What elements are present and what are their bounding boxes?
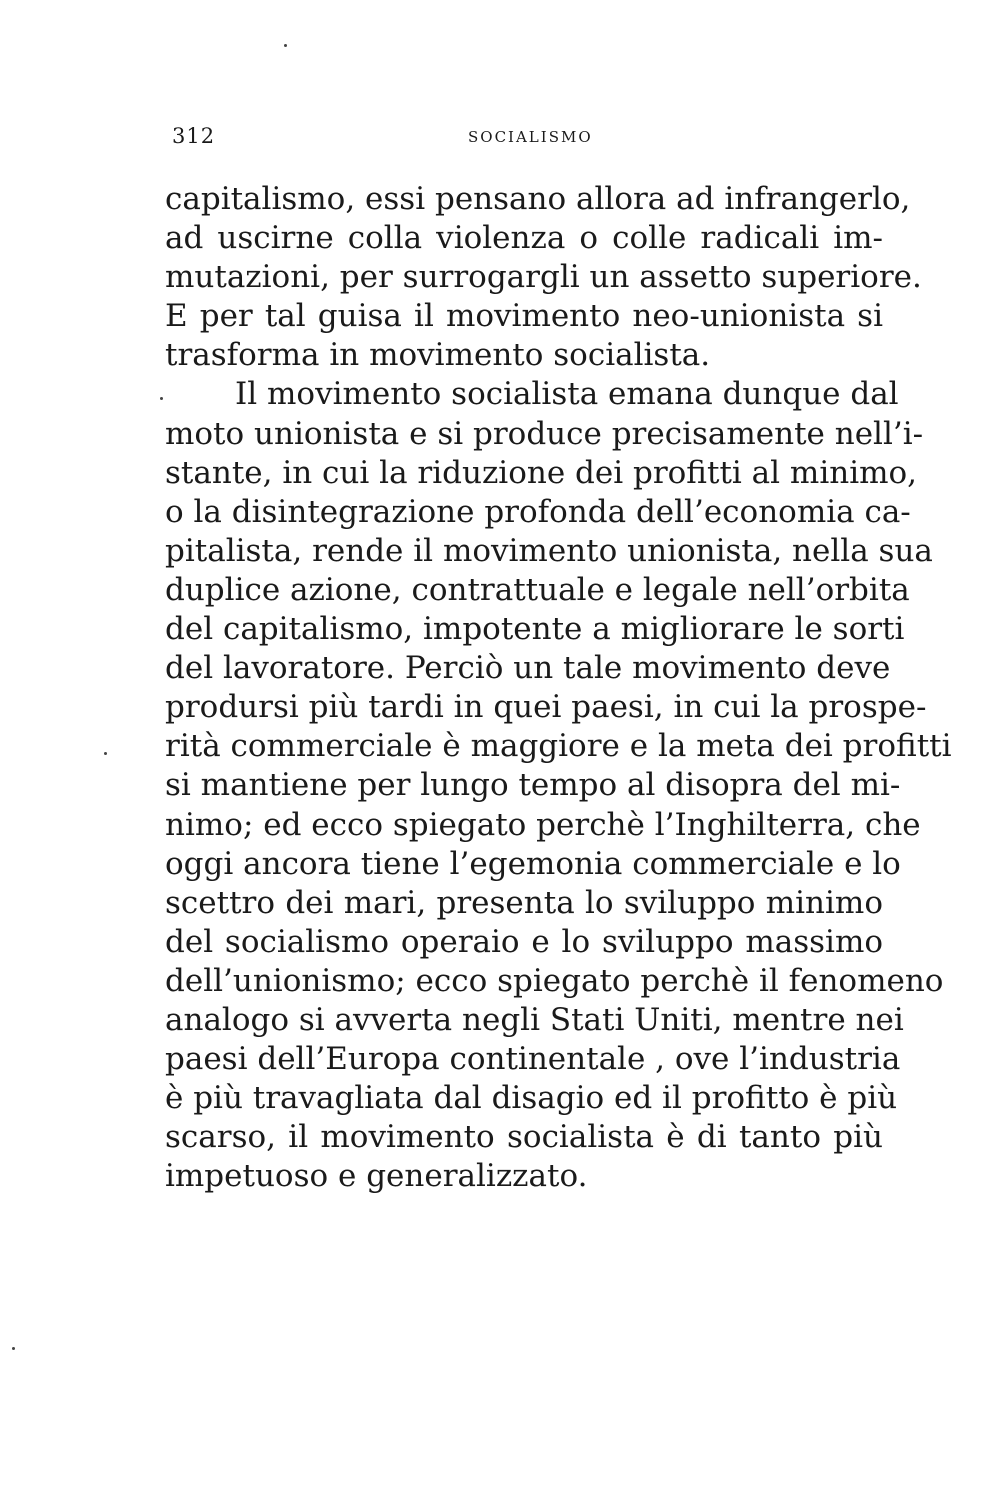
text-line: moto unionista e si produce precisamente nell’i- <box>165 415 924 452</box>
paragraph-first-line: Il movimento socialista emana dunque dal <box>235 376 899 413</box>
body-text <box>165 180 952 1196</box>
text-line: E per tal guisa il movimento neo-unionista si <box>165 298 883 335</box>
text-line: dell’unionismo; ecco spiegato perchè il fenomeno <box>165 962 944 999</box>
text-line: si mantiene per lungo tempo al disopra del mi- <box>165 767 901 804</box>
text-line: duplice azione, contrattuale e legale nell’orbita <box>165 571 910 608</box>
text-line: o la disintegrazione profonda dell’economia ca- <box>165 493 911 530</box>
running-title: SOCIALISMO <box>468 128 593 146</box>
text-line: nimo; ed ecco spiegato perchè l’Inghilterra, che <box>165 806 921 843</box>
text-line: oggi ancora tiene l’egemonia commerciale e lo <box>165 845 901 882</box>
text-line: mutazioni, per surrogargli un assetto superiore. <box>165 259 922 296</box>
text-line: trasforma in movimento socialista. <box>165 337 711 374</box>
text-line: del capitalismo, impotente a migliorare le sorti <box>165 611 905 648</box>
scan-speck <box>160 397 163 400</box>
scan-speck <box>12 1347 15 1350</box>
text-line: è più travagliata dal disagio ed il profitto è più <box>165 1080 898 1117</box>
scan-speck <box>104 752 107 755</box>
text-line: stante, in cui la riduzione dei profitti al minimo, <box>165 454 918 491</box>
scan-speck <box>284 44 287 47</box>
text-line: rità commerciale è maggiore e la meta dei profitti <box>165 728 952 765</box>
text-line: del socialismo operaio e lo sviluppo massimo <box>165 923 883 960</box>
text-line: impetuoso e generalizzato. <box>165 1158 588 1195</box>
page-number: 312 <box>172 124 216 148</box>
text-line: ad uscirne colla violenza o colle radicali im- <box>165 220 883 257</box>
text-line: del lavoratore. Perciò un tale movimento deve <box>165 650 891 687</box>
text-line: pitalista, rende il movimento unionista, nella sua <box>165 532 933 569</box>
text-line: paesi dell’Europa continentale , ove l’industria <box>165 1041 901 1078</box>
text-line: prodursi più tardi in quei paesi, in cui la prospe- <box>165 689 927 726</box>
text-line: analogo si avverta negli Stati Uniti, mentre nei <box>165 1001 904 1038</box>
text-line: scarso, il movimento socialista è di tanto più <box>165 1119 883 1156</box>
running-head <box>172 124 882 154</box>
text-line: scettro dei mari, presenta lo sviluppo minimo <box>165 884 883 921</box>
text-line: capitalismo, essi pensano allora ad infrangerlo, <box>165 181 911 217</box>
